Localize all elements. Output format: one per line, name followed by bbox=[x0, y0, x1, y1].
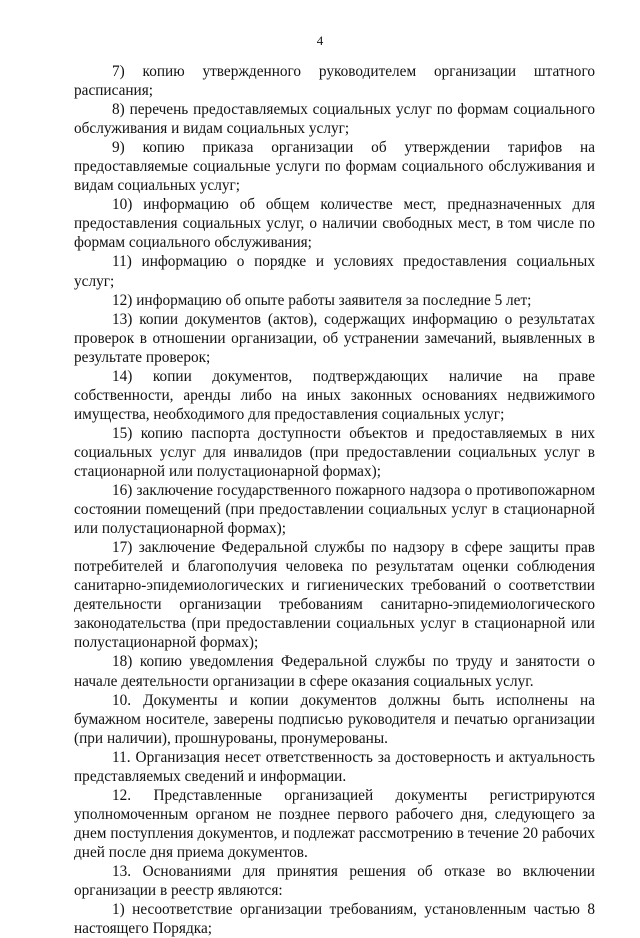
section-paragraph: 12. Представленные организацией документы регистрируются уполномоченным органом не позднее первого рабочего дня, следующего за днем поступления документов, и подлежат рассмотрению в течение 20 рабочих дней после дня приема документов. bbox=[74, 786, 595, 861]
document-body bbox=[74, 62, 595, 938]
list-item: 16) заключение государственного пожарного надзора о противопожарном состоянии помещений (при предоставлении социальных услуг в стационарной или полустационарной формах); bbox=[74, 482, 595, 538]
section-paragraph: 13. Основаниями для принятия решения об отказе во включении организации в реестр являются: bbox=[74, 862, 595, 900]
list-item: 9) копию приказа организации об утверждении тарифов на предоставляемые социальные услуги по формам социального обслуживания и видам социальных услуг; bbox=[74, 139, 595, 195]
list-item: 17) заключение Федеральной службы по надзору в сфере защиты прав потребителей и благополучия человека по результатам оценки соблюдения санитарно-эпидемиологических и гигиенических требований о соответствии деятельности организации требованиям санитарно-эпидемиологического законодательства (при предоставлении социальных услуг в стационарной или полустационарной формах); bbox=[74, 539, 595, 652]
page-number: 4 bbox=[316, 33, 324, 48]
list-item: 10) информацию об общем количестве мест, предназначенных для предоставления социальных услуг, о наличии свободных мест, в том числе по формам социального обслуживания; bbox=[74, 196, 595, 252]
section-paragraph: 10. Документы и копии документов должны быть исполнены на бумажном носителе, заверены подписью руководителя и печатью организации (при наличии), прошнурованы, пронумерованы. bbox=[74, 691, 595, 747]
list-item: 15) копию паспорта доступности объектов и предоставляемых в них социальных услуг для инвалидов (при предоставлении социальных услуг в стационарной или полустационарной формах); bbox=[74, 424, 595, 480]
list-item: 13) копии документов (актов), содержащих информацию о результатах проверок в отношении организации, об устранении замечаний, выявленных в результате проверок; bbox=[74, 310, 595, 366]
list-item: 18) копию уведомления Федеральной службы по труду и занятости о начале деятельности организации в сфере оказания социальных услуг. bbox=[74, 653, 595, 690]
list-item: 12) информацию об опыте работы заявителя за последние 5 лет; bbox=[112, 291, 532, 309]
list-item: 11) информацию о порядке и условиях предоставления социальных услуг; bbox=[74, 253, 595, 290]
section-paragraph: 11. Организация несет ответственность за достоверность и актуальность представляемых сведений и информации. bbox=[74, 748, 595, 785]
list-item: 8) перечень предоставляемых социальных услуг по формам социального обслуживания и видам социальных услуг; bbox=[74, 101, 595, 138]
list-item: 14) копии документов, подтверждающих наличие на праве собственности, аренды либо на иных законных основаниях недвижимого имущества, необходимого для предоставления социальных услуг; bbox=[74, 367, 595, 423]
list-item: 1) несоответствие организации требованиям, установленным частью 8 настоящего Порядка; bbox=[74, 901, 595, 938]
list-item: 7) копию утвержденного руководителем организации штатного расписания; bbox=[74, 63, 595, 100]
